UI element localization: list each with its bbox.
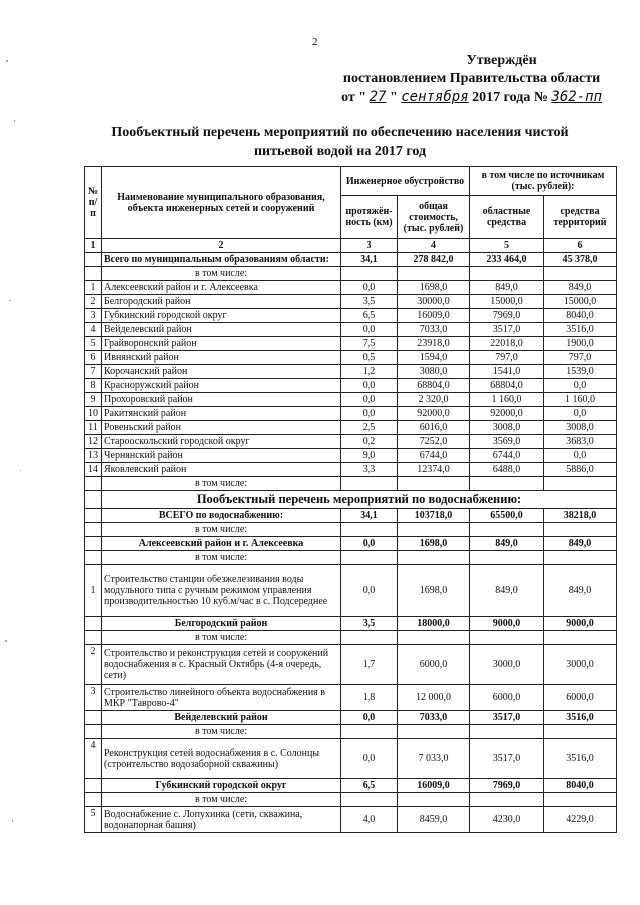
- row-length: 9,0: [341, 449, 398, 463]
- water-total-name: ВСЕГО по водоснабжению:: [102, 509, 341, 523]
- row-cost: 6744,0: [398, 449, 470, 463]
- including-label: в том числе:: [102, 551, 341, 565]
- row-regional: 22018,0: [470, 337, 544, 351]
- group-name: Вейделевский район: [102, 711, 341, 725]
- approval-day: 27: [369, 89, 387, 105]
- col-number: 1: [85, 239, 102, 253]
- including-label: в том числе:: [102, 793, 341, 807]
- table-row: [85, 449, 617, 463]
- approval-month: сентября: [401, 89, 469, 105]
- row-regional: 1541,0: [470, 365, 544, 379]
- item-regional: 849,0: [470, 565, 544, 617]
- approval-decree: постановлением Правительства области: [342, 71, 601, 86]
- item-cost: 12 000,0: [398, 685, 470, 711]
- approval-heading: Утверждён: [466, 53, 537, 68]
- item-name: Реконструкция сетей водоснабжения в с. Солонцы (строительство водозаборной скважины): [102, 739, 341, 779]
- item-row: [85, 807, 617, 833]
- approval-block: [341, 52, 602, 107]
- row-territory: 3683,0: [544, 435, 617, 449]
- header-length: протяжён-ность (км): [341, 196, 398, 239]
- item-row: [85, 739, 617, 779]
- group-cost: 1698,0: [398, 537, 470, 551]
- item-no: 3: [85, 685, 102, 711]
- group-row: [85, 617, 617, 631]
- row-length: 3,3: [341, 463, 398, 477]
- row-no: 10: [85, 407, 102, 421]
- title-line-2: питьевой водой на 2017 год: [253, 144, 427, 159]
- row-regional: 68804,0: [470, 379, 544, 393]
- header-sources: в том числе по источникам (тыс. рублей):: [470, 167, 617, 196]
- header-cost: общая стоимость, (тыс. рублей): [398, 196, 470, 239]
- including-row: [85, 631, 617, 645]
- group-cost: 16009,0: [398, 779, 470, 793]
- row-territory: 1900,0: [544, 337, 617, 351]
- item-regional: 3517,0: [470, 739, 544, 779]
- row-no: 14: [85, 463, 102, 477]
- group-row: [85, 711, 617, 725]
- row-no: 13: [85, 449, 102, 463]
- scan-speck: [14, 120, 15, 122]
- table-row: [85, 337, 617, 351]
- including-label: в том числе:: [102, 631, 341, 645]
- row-territory: 1 160,0: [544, 393, 617, 407]
- total-regional: 233 464,0: [470, 253, 544, 267]
- row-length: 1,2: [341, 365, 398, 379]
- item-territory: 3516,0: [544, 739, 617, 779]
- table-row: [85, 281, 617, 295]
- table-row: [85, 365, 617, 379]
- row-name: Корочанский район: [102, 365, 341, 379]
- table-row: [85, 463, 617, 477]
- row-length: 0,0: [341, 407, 398, 421]
- total-territory: 45 378,0: [544, 253, 617, 267]
- row-territory: 3008,0: [544, 421, 617, 435]
- row-regional: 15000,0: [470, 295, 544, 309]
- header-territory: средства территорий: [544, 196, 617, 239]
- item-territory: 3000,0: [544, 645, 617, 685]
- table-row: [85, 407, 617, 421]
- item-territory: 849,0: [544, 565, 617, 617]
- item-length: 1,7: [341, 645, 398, 685]
- row-territory: 3516,0: [544, 323, 617, 337]
- row-cost: 7033,0: [398, 323, 470, 337]
- table-row: [85, 379, 617, 393]
- including-row: [85, 793, 617, 807]
- table-row: [85, 351, 617, 365]
- including-row: [85, 267, 617, 281]
- scan-speck: [9, 300, 11, 301]
- item-cost: 1698,0: [398, 565, 470, 617]
- row-regional: 3008,0: [470, 421, 544, 435]
- row-regional: 7969,0: [470, 309, 544, 323]
- section-title-row: [85, 491, 617, 509]
- group-name: Белгородский район: [102, 617, 341, 631]
- row-cost: 23918,0: [398, 337, 470, 351]
- table-row: [85, 393, 617, 407]
- item-regional: 4230,0: [470, 807, 544, 833]
- measures-table: [84, 166, 617, 833]
- item-name: Строительство станции обезжелезивания воды модульного типа с ручным режимом управления производительностью 10 куб.м/час в с. Подсереднее: [102, 565, 341, 617]
- row-cost: 2 320,0: [398, 393, 470, 407]
- row-length: 3,5: [341, 295, 398, 309]
- section-title: Пообъектный перечень мероприятий по водоснабжению:: [102, 491, 617, 509]
- row-no: 8: [85, 379, 102, 393]
- row-cost: 12374,0: [398, 463, 470, 477]
- row-no: 11: [85, 421, 102, 435]
- row-no: 9: [85, 393, 102, 407]
- total-name: Всего по муниципальным образованиям области:: [102, 253, 341, 267]
- row-length: 7,5: [341, 337, 398, 351]
- row-no: 2: [85, 295, 102, 309]
- water-total-cost: 103718,0: [398, 509, 470, 523]
- table-row: [85, 421, 617, 435]
- row-name: Алексеевский район и г. Алексеевка: [102, 281, 341, 295]
- row-no: 7: [85, 365, 102, 379]
- row-regional: 92000,0: [470, 407, 544, 421]
- group-name: Губкинский городской округ: [102, 779, 341, 793]
- header-no: № п/п: [85, 167, 102, 239]
- row-name: Ивнянский район: [102, 351, 341, 365]
- group-regional: 9000,0: [470, 617, 544, 631]
- row-cost: 7252,0: [398, 435, 470, 449]
- row-name: Ракитянский район: [102, 407, 341, 421]
- item-name: Водоснабжение с. Лопухинка (сети, скважина, водонапорная башня): [102, 807, 341, 833]
- including-label: в том числе:: [102, 267, 341, 281]
- row-no: 3: [85, 309, 102, 323]
- total-row: [85, 253, 617, 267]
- group-territory: 8040,0: [544, 779, 617, 793]
- header-engineering: Инженерное обустройство: [341, 167, 470, 196]
- approval-date-line: [341, 88, 602, 107]
- row-length: 0,5: [341, 351, 398, 365]
- row-territory: 0,0: [544, 449, 617, 463]
- scan-speck: [12, 820, 13, 822]
- table-row: [85, 295, 617, 309]
- group-cost: 18000,0: [398, 617, 470, 631]
- row-cost: 68804,0: [398, 379, 470, 393]
- row-cost: 92000,0: [398, 407, 470, 421]
- group-length: 0,0: [341, 711, 398, 725]
- including-row: [85, 477, 617, 491]
- item-length: 0,0: [341, 565, 398, 617]
- row-cost: 30000,0: [398, 295, 470, 309]
- row-territory: 15000,0: [544, 295, 617, 309]
- item-name: Строительство линейного объекта водоснабжения в МКР "Таврово-4": [102, 685, 341, 711]
- row-no: 6: [85, 351, 102, 365]
- row-regional: 3517,0: [470, 323, 544, 337]
- row-regional: 1 160,0: [470, 393, 544, 407]
- row-territory: 0,0: [544, 379, 617, 393]
- col-number: 3: [341, 239, 398, 253]
- group-name: Алексеевский район и г. Алексеевка: [102, 537, 341, 551]
- row-name: Чернянский район: [102, 449, 341, 463]
- approval-number: 362-пп: [551, 89, 602, 105]
- row-regional: 6488,0: [470, 463, 544, 477]
- table-row: [85, 435, 617, 449]
- item-cost: 7 033,0: [398, 739, 470, 779]
- row-cost: 1698,0: [398, 281, 470, 295]
- item-length: 4,0: [341, 807, 398, 833]
- total-length: 34,1: [341, 253, 398, 267]
- item-no: 5: [85, 807, 102, 833]
- row-name: Белгородский район: [102, 295, 341, 309]
- row-territory: 5886,0: [544, 463, 617, 477]
- item-length: 1,8: [341, 685, 398, 711]
- scan-speck: [5, 640, 7, 642]
- item-no: 2: [85, 645, 102, 685]
- row-no: 1: [85, 281, 102, 295]
- row-regional: 797,0: [470, 351, 544, 365]
- row-name: Яковлевский район: [102, 463, 341, 477]
- item-regional: 6000,0: [470, 685, 544, 711]
- row-territory: 8040,0: [544, 309, 617, 323]
- row-no: 12: [85, 435, 102, 449]
- group-territory: 849,0: [544, 537, 617, 551]
- row-cost: 16009,0: [398, 309, 470, 323]
- including-label: в том числе:: [102, 725, 341, 739]
- col-number: 4: [398, 239, 470, 253]
- item-row: [85, 565, 617, 617]
- item-cost: 6000,0: [398, 645, 470, 685]
- row-length: 0,0: [341, 281, 398, 295]
- row-cost: 1594,0: [398, 351, 470, 365]
- table-row: [85, 309, 617, 323]
- group-cost: 7033,0: [398, 711, 470, 725]
- group-territory: 9000,0: [544, 617, 617, 631]
- col-number: 5: [470, 239, 544, 253]
- row-length: 2,5: [341, 421, 398, 435]
- row-name: Прохоровский район: [102, 393, 341, 407]
- group-length: 3,5: [341, 617, 398, 631]
- item-regional: 3000,0: [470, 645, 544, 685]
- row-length: 0,2: [341, 435, 398, 449]
- row-name: Старооскольский городской округ: [102, 435, 341, 449]
- item-name: Строительство и реконструкция сетей и сооружений водоснабжения в с. Красный Октябрь (4-я очередь, сети): [102, 645, 341, 685]
- item-no: 4: [85, 739, 102, 779]
- row-name: Красноружский район: [102, 379, 341, 393]
- row-name: Вейделевский район: [102, 323, 341, 337]
- row-cost: 6016,0: [398, 421, 470, 435]
- scan-speck: [20, 470, 21, 471]
- including-row: [85, 523, 617, 537]
- row-regional: 3569,0: [470, 435, 544, 449]
- including-row: [85, 551, 617, 565]
- including-label: в том числе:: [102, 477, 341, 491]
- scan-speck: [6, 60, 8, 62]
- water-total-row: [85, 509, 617, 523]
- group-length: 0,0: [341, 537, 398, 551]
- item-cost: 8459,0: [398, 807, 470, 833]
- group-regional: 849,0: [470, 537, 544, 551]
- group-regional: 3517,0: [470, 711, 544, 725]
- row-length: 0,0: [341, 393, 398, 407]
- header-name: Наименование муниципального образования, объекта инженерных сетей и сооружений: [102, 167, 341, 239]
- row-no: 4: [85, 323, 102, 337]
- item-row: [85, 685, 617, 711]
- row-territory: 1539,0: [544, 365, 617, 379]
- row-length: 0,0: [341, 323, 398, 337]
- total-cost: 278 842,0: [398, 253, 470, 267]
- row-territory: 0,0: [544, 407, 617, 421]
- row-length: 0,0: [341, 379, 398, 393]
- group-row: [85, 779, 617, 793]
- row-name: Ровеньский район: [102, 421, 341, 435]
- water-total-territory: 38218,0: [544, 509, 617, 523]
- item-length: 0,0: [341, 739, 398, 779]
- table-row: [85, 323, 617, 337]
- approval-quote: ": [389, 90, 398, 105]
- item-territory: 4229,0: [544, 807, 617, 833]
- water-total-regional: 65500,0: [470, 509, 544, 523]
- col-number: 6: [544, 239, 617, 253]
- item-row: [85, 645, 617, 685]
- row-cost: 3080,0: [398, 365, 470, 379]
- row-no: 5: [85, 337, 102, 351]
- group-regional: 7969,0: [470, 779, 544, 793]
- page-number: 2: [312, 36, 318, 48]
- row-territory: 797,0: [544, 351, 617, 365]
- group-territory: 3516,0: [544, 711, 617, 725]
- title-line-1: Пообъектный перечень мероприятий по обеспечению населения чистой: [111, 125, 569, 140]
- row-name: Грайворонский район: [102, 337, 341, 351]
- including-row: [85, 725, 617, 739]
- approval-year: 2017 года №: [472, 90, 548, 105]
- document-title: [80, 123, 600, 161]
- row-name: Губкинский городской округ: [102, 309, 341, 323]
- row-length: 6,5: [341, 309, 398, 323]
- group-length: 6,5: [341, 779, 398, 793]
- row-regional: 849,0: [470, 281, 544, 295]
- item-no: 1: [85, 565, 102, 617]
- row-territory: 849,0: [544, 281, 617, 295]
- header-regional: областные средства: [470, 196, 544, 239]
- approval-prefix: от ": [341, 90, 367, 105]
- row-regional: 6744,0: [470, 449, 544, 463]
- col-number: 2: [102, 239, 341, 253]
- group-row: [85, 537, 617, 551]
- water-total-length: 34,1: [341, 509, 398, 523]
- including-label: в том числе:: [102, 523, 341, 537]
- item-territory: 6000,0: [544, 685, 617, 711]
